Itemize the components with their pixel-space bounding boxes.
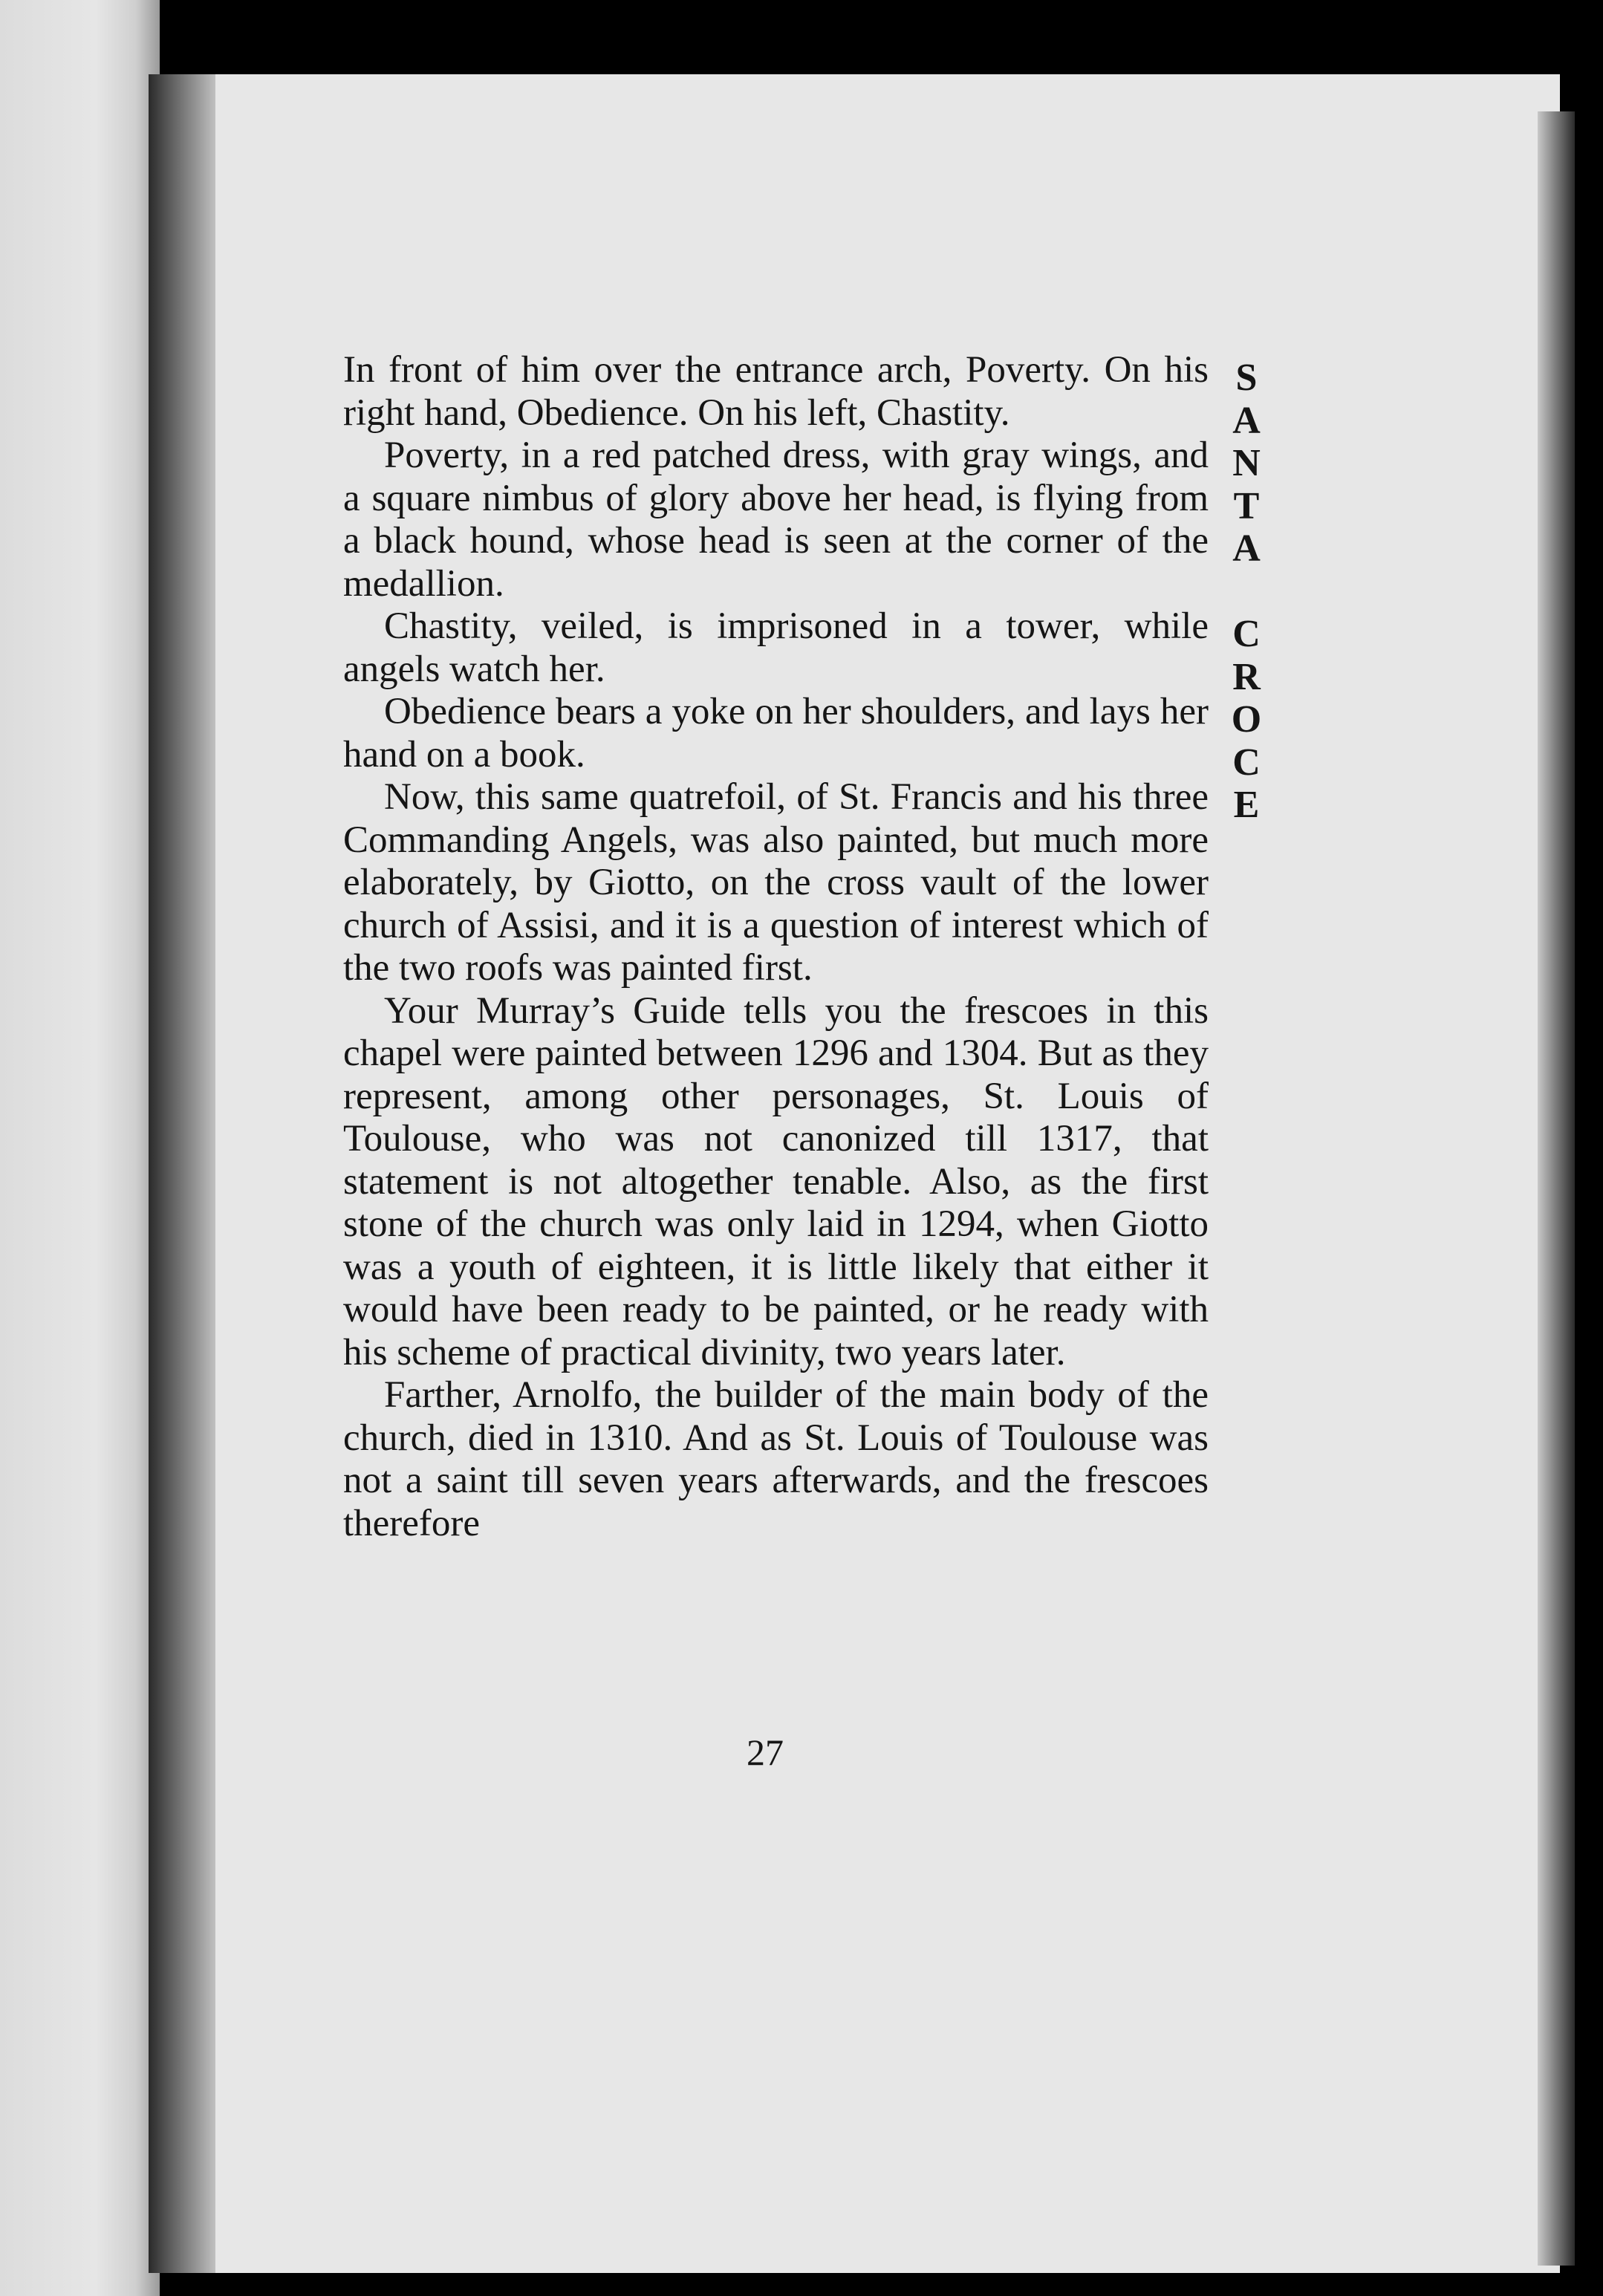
paragraph-6: Your Murray’s Guide tells you the frescoes in this chapel were painted between 1296 and 1304. But as they represent, among other personages, St. Louis of Toulouse, who was not canonized till 1317, that statement is not altogether tenable. Also, as the first stone of the church was only laid in 1294, when Giotto was a youth of eighteen, it is little likely that either it would have been ready to be painted, or he ready with his scheme of practical divinity, two years later. [343, 989, 1209, 1373]
side-title-letter: C [1232, 741, 1261, 784]
page-edge-shadow [1538, 111, 1575, 2266]
paragraph-4: Obedience bears a yoke on her shoulders, and lays her hand on a book. [343, 691, 1209, 775]
side-title-letter: T [1233, 484, 1260, 527]
paragraph-1: In front of him over the entrance arch, Poverty. On his right hand, Obedience. On his left, Chastity. [343, 349, 1209, 434]
side-title-spacer [1224, 570, 1269, 614]
paragraph-3: Chastity, veiled, is imprisoned in a tower, while angels watch her. [343, 605, 1209, 690]
side-title-letter: S [1235, 357, 1258, 399]
side-title-letter: C [1232, 613, 1261, 655]
side-title-letter: N [1232, 442, 1261, 484]
side-title-letter: O [1231, 698, 1262, 741]
paragraph-7: Farther, Arnolfo, the builder of the main body of the church, died in 1310. And as St. Louis of Toulouse was not a saint till seven years afterwards, and the frescoes therefore [343, 1374, 1209, 1544]
paragraph-2: Poverty, in a red patched dress, with gray wings, and a square nimbus of glory above her head, is flying from a black hound, whose head is seen at the corner of the medallion. [343, 435, 1209, 605]
side-title-letter: A [1232, 399, 1261, 442]
side-title-letter: E [1233, 784, 1260, 826]
page-number: 27 [747, 1731, 784, 1773]
side-title-letter: A [1232, 527, 1261, 570]
running-side-title [1224, 357, 1269, 827]
side-title-letter: R [1232, 655, 1261, 698]
paragraph-5: Now, this same quatrefoil, of St. Francis and his three Commanding Angels, was also painted, but much more elaborately, by Giotto, on the cross vault of the lower church of Assisi, and it is a question of interest which of the two roofs was painted first. [343, 776, 1209, 989]
facing-page-edge [0, 0, 160, 2296]
body-text [343, 349, 1209, 1545]
